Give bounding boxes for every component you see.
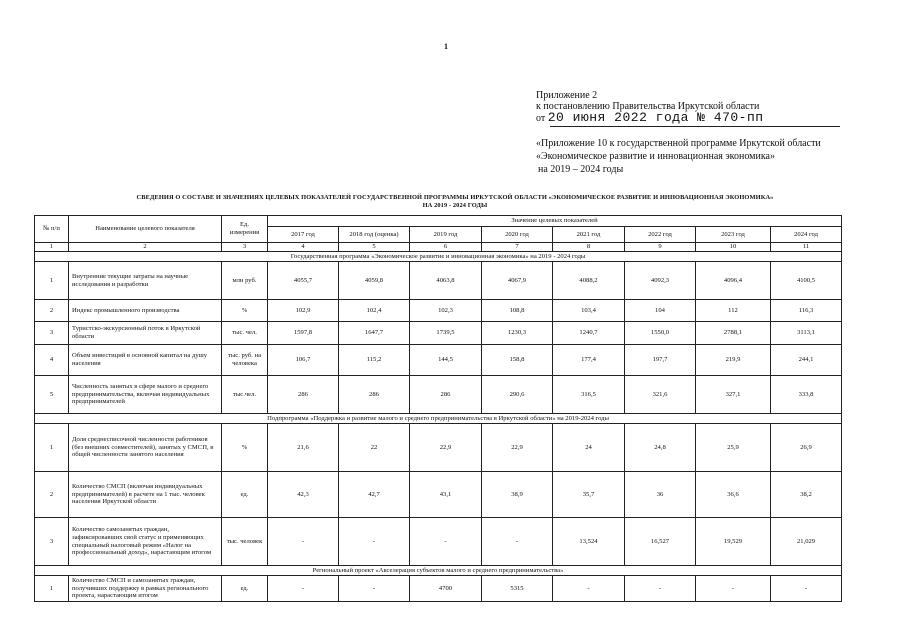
section-row: [35, 414, 842, 424]
header-year: 2020 год: [482, 227, 553, 243]
row-value: 22,9: [482, 424, 553, 472]
row-value: 4055,7: [268, 262, 339, 300]
column-index-row: [35, 243, 842, 252]
row-num: 1: [35, 576, 69, 602]
column-index: 7: [482, 243, 553, 252]
row-value: 290,6: [482, 376, 553, 414]
row-value: -: [625, 576, 696, 602]
row-value: 21,6: [268, 424, 339, 472]
column-index: 2: [69, 243, 222, 252]
row-value: 4100,5: [771, 262, 842, 300]
column-index: 8: [553, 243, 625, 252]
row-name: Численность занятых в сфере малого и среднего предпринимательства, включая индивидуальных предпринимателей: [69, 376, 222, 414]
row-name: Индекс промышленного производства: [69, 300, 222, 322]
page-number: 1: [444, 42, 448, 51]
row-value: 219,9: [696, 345, 771, 376]
row-value: 4092,3: [625, 262, 696, 300]
row-num: 2: [35, 472, 69, 518]
row-value: 112: [696, 300, 771, 322]
row-value: 35,7: [553, 472, 625, 518]
row-value: 16,527: [625, 518, 696, 566]
row-value: -: [553, 576, 625, 602]
row-value: 106,7: [268, 345, 339, 376]
table-row: [35, 518, 842, 566]
appendix-header: [536, 90, 856, 124]
row-value: 116,3: [771, 300, 842, 322]
row-num: 2: [35, 300, 69, 322]
table-row: [35, 376, 842, 414]
table-row: [35, 322, 842, 345]
row-value: 22,9: [410, 424, 482, 472]
row-value: 144,5: [410, 345, 482, 376]
row-value: 327,1: [696, 376, 771, 414]
row-num: 3: [35, 518, 69, 566]
row-value: 316,5: [553, 376, 625, 414]
row-unit: млн руб.: [222, 262, 268, 300]
row-value: 24: [553, 424, 625, 472]
row-name: Внутренние текущие затраты на научные исследования и разработки: [69, 262, 222, 300]
row-unit: тыс. чел.: [222, 322, 268, 345]
row-value: 4700: [410, 576, 482, 602]
row-value: 321,6: [625, 376, 696, 414]
row-value: -: [696, 576, 771, 602]
row-value: 1597,8: [268, 322, 339, 345]
column-index: 3: [222, 243, 268, 252]
row-unit: ед.: [222, 472, 268, 518]
row-value: -: [482, 518, 553, 566]
row-value: 104: [625, 300, 696, 322]
column-index: 10: [696, 243, 771, 252]
decree-from-prefix: от: [536, 113, 546, 124]
column-index: 5: [339, 243, 410, 252]
row-num: 3: [35, 322, 69, 345]
row-value: 286: [410, 376, 482, 414]
header-year: 2022 год: [625, 227, 696, 243]
underline-rule: [550, 126, 840, 127]
decree-date-line: [536, 112, 856, 124]
table-row: [35, 300, 842, 322]
program-ref-line2: «Экономическое развитие и инновационная экономика»: [536, 151, 775, 162]
row-name: Количество СМСП и самозанятых граждан, получивших поддержку в рамках регионального проекта, нарастающим итогом: [69, 576, 222, 602]
section-title: Государственная программа «Экономическое развитие и инновационная экономика» на 2019 - 2024 годы: [35, 252, 842, 262]
row-value: 2788,1: [696, 322, 771, 345]
row-unit: %: [222, 424, 268, 472]
row-name: Количество самозанятых граждан, зафиксировавших свой статус и применяющих специальный налоговый режим «Налог на профессиональный доход», нарастающим итогом: [69, 518, 222, 566]
row-value: 42,7: [339, 472, 410, 518]
row-num: 4: [35, 345, 69, 376]
header-row: [35, 216, 842, 227]
row-num: 1: [35, 262, 69, 300]
row-value: 4063,8: [410, 262, 482, 300]
row-value: 38,9: [482, 472, 553, 518]
table-row: [35, 262, 842, 300]
appendix-title: Приложение 2: [536, 90, 598, 101]
row-value: 102,3: [410, 300, 482, 322]
row-value: -: [339, 518, 410, 566]
row-value: 4067,9: [482, 262, 553, 300]
row-value: 38,2: [771, 472, 842, 518]
document-title-line1: СВЕДЕНИЯ О СОСТАВЕ И ЗНАЧЕНИЯХ ЦЕЛЕВЫХ ПОКАЗАТЕЛЕЙ ГОСУДАРСТВЕННОЙ ПРОГРАММЫ ИРКУТСКОЙ ОБЛАСТИ «ЭКОНОМИЧЕСКОЕ РАЗВИТИЕ И ИННОВАЦИОННАЯ ЭКОНОМИКА»: [136, 194, 774, 201]
row-unit: ед.: [222, 576, 268, 602]
row-value: 333,8: [771, 376, 842, 414]
header-year: 2021 год: [553, 227, 625, 243]
row-value: 1739,5: [410, 322, 482, 345]
row-value: 103,4: [553, 300, 625, 322]
section-title: Подпрограмма «Поддержка и развитие малого и среднего предпринимательства в Иркутской области» на 2019-2024 годы: [35, 414, 842, 424]
row-value: -: [268, 576, 339, 602]
header-year: 2023 год: [696, 227, 771, 243]
row-value: 24,8: [625, 424, 696, 472]
section-row: [35, 566, 842, 576]
row-unit: тыс. человек: [222, 518, 268, 566]
row-value: 115,2: [339, 345, 410, 376]
header-year: 2024 год: [771, 227, 842, 243]
section-row: [35, 252, 842, 262]
row-value: 42,3: [268, 472, 339, 518]
table-row: [35, 424, 842, 472]
header-year: 2017 год: [268, 227, 339, 243]
row-value: 19,529: [696, 518, 771, 566]
row-value: 3113,1: [771, 322, 842, 345]
row-unit: тыс.чел.: [222, 376, 268, 414]
program-ref-line3: на 2019 – 2024 годы: [538, 164, 624, 175]
row-value: 4096,4: [696, 262, 771, 300]
row-value: 286: [339, 376, 410, 414]
row-value: 5315: [482, 576, 553, 602]
row-value: -: [339, 576, 410, 602]
row-num: 1: [35, 424, 69, 472]
header-values-group: Значение целевых показателей: [268, 216, 842, 227]
row-value: 286: [268, 376, 339, 414]
decree-date-number: 20 июня 2022 года № 470-пп: [547, 110, 764, 125]
row-value: 197,7: [625, 345, 696, 376]
table-row: [35, 576, 842, 602]
column-index: 1: [35, 243, 69, 252]
table-row: [35, 472, 842, 518]
row-value: 21,029: [771, 518, 842, 566]
row-value: 25,9: [696, 424, 771, 472]
row-value: 102,9: [268, 300, 339, 322]
column-index: 9: [625, 243, 696, 252]
program-reference: [536, 137, 876, 176]
row-value: 36,6: [696, 472, 771, 518]
row-value: 26,9: [771, 424, 842, 472]
column-index: 6: [410, 243, 482, 252]
header-num: № п/п: [35, 216, 69, 243]
row-unit: %: [222, 300, 268, 322]
row-name: Туристско-экскурсионный поток в Иркутской области: [69, 322, 222, 345]
row-value: -: [268, 518, 339, 566]
row-value: 22: [339, 424, 410, 472]
column-index: 11: [771, 243, 842, 252]
table-row: [35, 345, 842, 376]
row-value: 1550,0: [625, 322, 696, 345]
program-ref-line1: «Приложение 10 к государственной программе Иркутской области: [536, 138, 821, 149]
row-value: -: [771, 576, 842, 602]
document-title-line2: НА 2019 - 2024 ГОДЫ: [422, 202, 488, 209]
row-value: 43,1: [410, 472, 482, 518]
appendix-decree-ref: к постановлению Правительства Иркутской области: [536, 101, 760, 112]
row-name: Доля среднесписочной численности работников (без внешних совместителей), занятых у СМСП, в общей численности занятого населения: [69, 424, 222, 472]
row-value: 177,4: [553, 345, 625, 376]
row-value: 4088,2: [553, 262, 625, 300]
row-name: Объем инвестиций в основной капитал на душу населения: [69, 345, 222, 376]
indicators-table: [34, 215, 842, 602]
row-value: 244,1: [771, 345, 842, 376]
header-year: 2018 год (оценка): [339, 227, 410, 243]
row-value: 158,8: [482, 345, 553, 376]
row-num: 5: [35, 376, 69, 414]
row-value: 1647,7: [339, 322, 410, 345]
row-value: 1240,7: [553, 322, 625, 345]
row-name: Количество СМСП (включая индивидуальных предпринимателей) в расчете на 1 тыс. человек населения Иркутской области: [69, 472, 222, 518]
header-unit: Ед. измерения: [222, 216, 268, 243]
section-title: Региональный проект «Акселерация субъектов малого и среднего предпринимательства»: [35, 566, 842, 576]
row-value: 102,4: [339, 300, 410, 322]
row-value: -: [410, 518, 482, 566]
row-value: 108,8: [482, 300, 553, 322]
column-index: 4: [268, 243, 339, 252]
row-value: 1230,3: [482, 322, 553, 345]
document-title: [60, 194, 850, 210]
header-name: Наименование целевого показателя: [69, 216, 222, 243]
row-value: 13,524: [553, 518, 625, 566]
row-unit: тыс. руб. на человека: [222, 345, 268, 376]
row-value: 36: [625, 472, 696, 518]
header-year: 2019 год: [410, 227, 482, 243]
row-value: 4059,8: [339, 262, 410, 300]
